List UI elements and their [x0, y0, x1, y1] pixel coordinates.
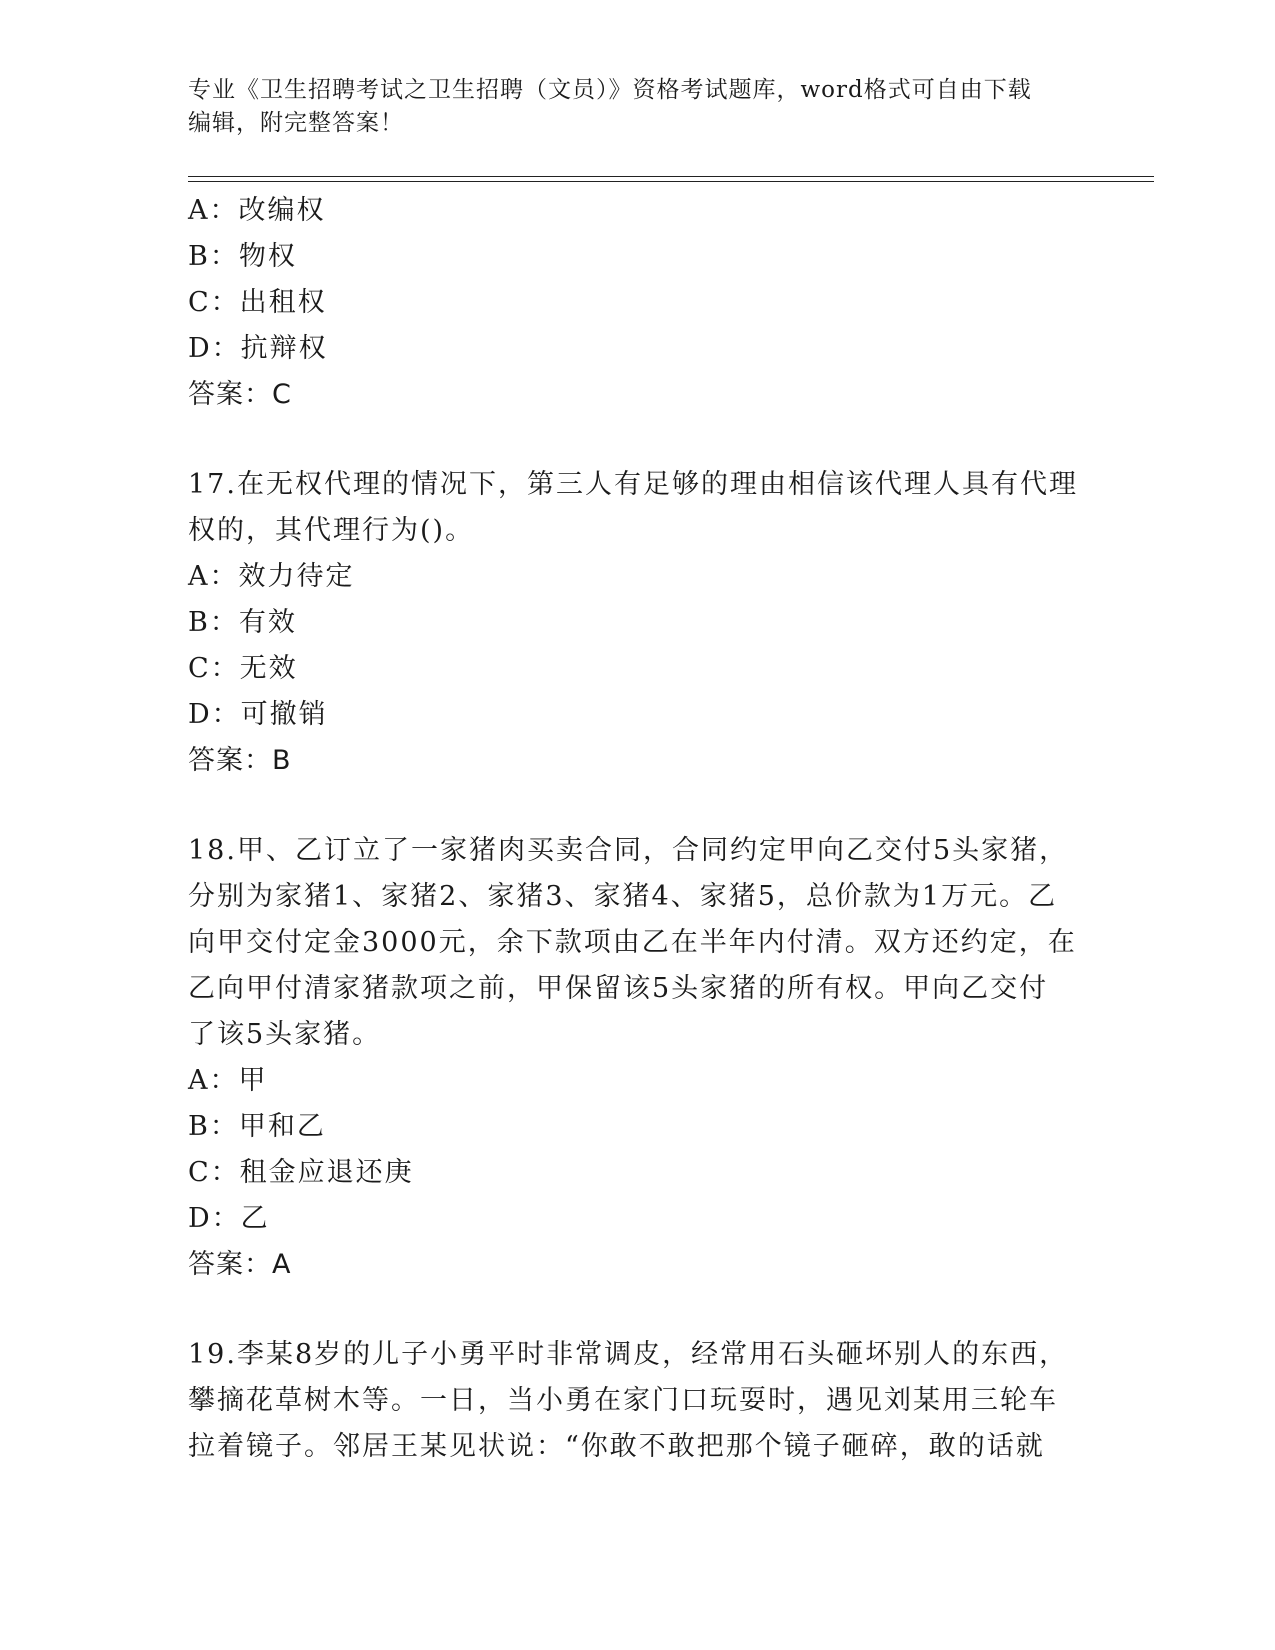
question-18: [188, 828, 1088, 1288]
stem-line: 向甲交付定金3000元，余下款项由乙在半年内付清。双方还约定，在: [188, 927, 1077, 958]
option-c: C：出租权: [188, 287, 327, 318]
stem-line: 乙向甲付清家猪款项之前，甲保留该5头家猪的所有权。甲向乙交付: [188, 973, 1049, 1004]
option-d: D：抗辩权: [188, 333, 328, 364]
option-a: A：改编权: [188, 195, 326, 226]
option-d: D：乙: [188, 1203, 270, 1234]
question-17: [188, 462, 1088, 784]
question-stem: [188, 462, 1088, 554]
answer-line: 答案：B: [188, 745, 292, 776]
header-line-1: 专业《卫生招聘考试之卫生招聘（文员）》资格考试题库，word格式可自由下载: [188, 77, 1032, 103]
stem-line: 17.在无权代理的情况下，第三人有足够的理由相信该代理人具有代理: [188, 469, 1078, 500]
answer-line: 答案：A: [188, 1249, 292, 1280]
stem-line: 18.甲、乙订立了一家猪肉买卖合同，合同约定甲向乙交付5头家猪，: [188, 835, 1069, 866]
stem-line: 分别为家猪1、家猪2、家猪3、家猪4、家猪5，总价款为1万元。乙: [188, 881, 1058, 912]
stem-line: 了该5头家猪。: [188, 1019, 382, 1050]
question-16: [188, 188, 1088, 418]
option-d: D：可撤销: [188, 699, 328, 730]
document-header: [188, 74, 1088, 140]
header-line-2: 编辑，附完整答案！: [188, 110, 404, 136]
header-rule-bottom: [188, 181, 1154, 182]
stem-line: 19.李某8岁的儿子小勇平时非常调皮，经常用石头砸坏别人的东西，: [188, 1339, 1069, 1370]
option-a: A：甲: [188, 1065, 268, 1096]
option-c: C：租金应退还庚: [188, 1157, 414, 1188]
option-b: B：有效: [188, 607, 297, 638]
stem-line: 攀摘花草树木等。一日，当小勇在家门口玩耍时，遇见刘某用三轮车: [188, 1385, 1058, 1416]
header-rule-top: [188, 176, 1154, 177]
stem-line: 权的，其代理行为()。: [188, 515, 475, 546]
question-stem: [188, 1332, 1088, 1470]
option-c: C：无效: [188, 653, 298, 684]
option-b: B：物权: [188, 241, 297, 272]
option-b: B：甲和乙: [188, 1111, 326, 1142]
document-body: [188, 188, 1088, 1470]
question-19: [188, 1332, 1088, 1470]
option-a: A：效力待定: [188, 561, 355, 592]
answer-line: 答案：C: [188, 379, 292, 410]
stem-line: 拉着镜子。邻居王某见状说：“你敢不敢把那个镜子砸碎，敢的话就: [188, 1431, 1045, 1462]
question-stem: [188, 828, 1088, 1058]
